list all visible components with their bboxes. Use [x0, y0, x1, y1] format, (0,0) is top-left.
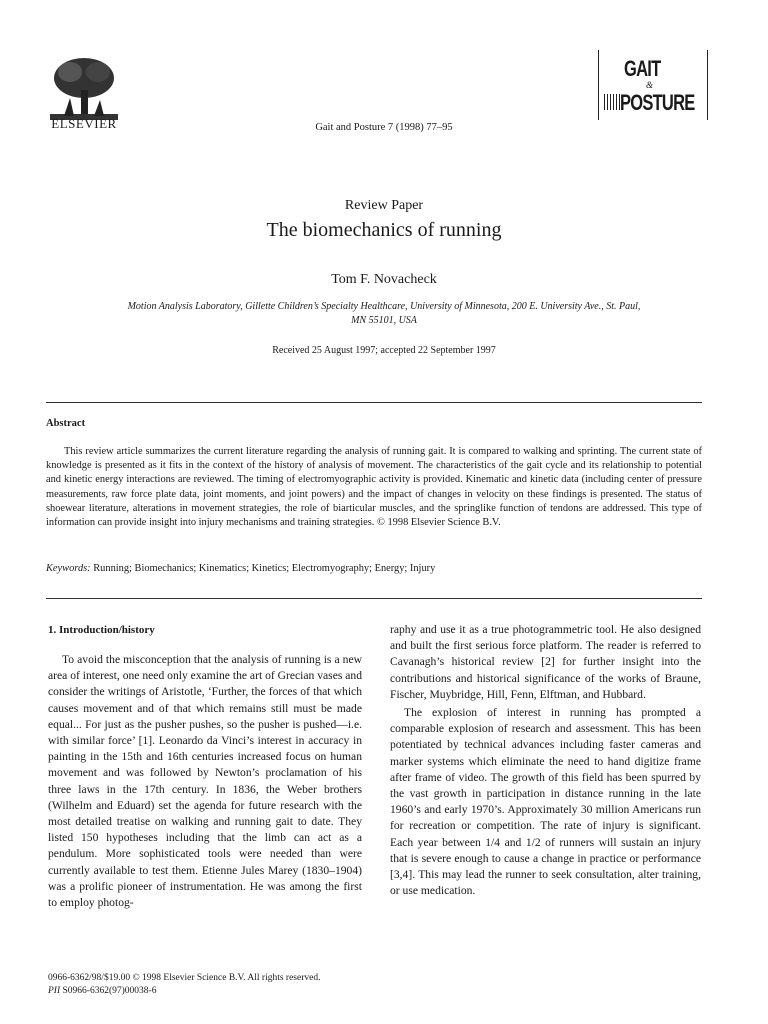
- received-dates: Received 25 August 1997; accepted 22 September 1997: [272, 345, 496, 356]
- journal-logo-word1: GAIT: [624, 56, 661, 81]
- body-right-column: [390, 622, 701, 899]
- paper-title: The biomechanics of running: [266, 219, 502, 241]
- journal-logo-bars: [604, 94, 620, 110]
- footer: [48, 972, 320, 998]
- divider-bottom: [46, 598, 702, 599]
- author-affiliation: [84, 300, 684, 328]
- paper-type: Review Paper: [344, 198, 424, 213]
- journal-reference: Gait and Posture 7 (1998) 77–95: [315, 122, 453, 133]
- footer-copyright: 0966-6362/98/$19.00 © 1998 Elsevier Science B.V. All rights reserved.: [48, 973, 321, 983]
- body-right-paragraph-2: The explosion of interest in running has prompted a comparable explosion of research and assessment. This has been potentiated by technical advances including faster cameras and marker systems which eliminate the need to hand digitize frame after frame of video. The growth of this field has been spurred by the vast growth in participation in distance running in the late 1960’s and early 1970’s. Approximately 30 million Americans run for recreation or competition. The rate of injury is significant. Each year between 1/4 and 1/2 of runners will sustain an injury that is severe enough to cause a change in practice or performance [3,4]. This may lead the runner to seek consultation, alter training, or use medication.: [390, 706, 701, 898]
- journal-logo-word2: POSTURE: [620, 90, 695, 115]
- abstract-text: This review article summarizes the current literature regarding the analysis of running gait. It is compared to walking and sprinting. The current state of knowledge is presented as it fits in the context of the history of analysis of movement. The characteristics of the gait cycle and its relationship to potential and kinetic energy interactions are reviewed. The timing of electromyographic activity is provided. Kinematic and kinetic data (including center of pressure measurements, raw force plate data, joint moments, and joint powers) and the impact of changes in velocity on these findings is presented. The status of shoewear literature, alterations in movement strategies, the role of biarticular muscles, and the springlike function of tendons are addressed. This type of information can provide insight into injury mechanisms and training strategies. © 1998 Elsevier Science B.V.: [46, 446, 702, 529]
- keywords-list: Running; Biomechanics; Kinematics; Kinetics; Electromyography; Energy; Injury: [93, 563, 436, 574]
- abstract-heading: Abstract: [46, 418, 86, 429]
- affiliation-line2: MN 55101, USA: [351, 315, 417, 326]
- journal-logo-connector: &: [646, 80, 654, 90]
- author-name: Tom F. Novacheck: [331, 272, 437, 287]
- journal-logo: [598, 50, 708, 122]
- publisher-name: ELSEVIER: [51, 116, 117, 131]
- pii-value: S0966-6362(97)00038-6: [62, 986, 157, 996]
- keywords: [46, 563, 435, 574]
- pii-label: PII: [48, 986, 61, 996]
- affiliation-line1: Motion Analysis Laboratory, Gillette Children’s Specialty Healthcare, University of Minnesota, 200 E. University Ave., St. Paul,: [127, 301, 641, 312]
- body-left-column: To avoid the misconception that the analysis of running is a new area of interest, one need only examine the art of Grecian vases and consider the writings of Aristotle, ‘Further, the forces of that which causes movement and of that which remains still must be made equal... For just as the pusher pushes, so the pusher is pushed—i.e. with similar force’ [1]. Leonardo da Vinci’s interest in accuracy in painting in the 15th and 16th centuries increased focus on human movement and was followed by Newton’s proclamation of his three laws in the 17th century. In 1836, the Weber brothers (Wilhelm and Eduard) set the agenda for future research with the most detailed treatise on walking and running gait to date. They listed 150 hypotheses including that the limb can act as a pendulum. More sophisticated tools were needed than were currently available to test them. Etienne Jules Marey (1830–1904) was a prolific pioneer of instrumentation. He was among the first to employ photog-: [48, 653, 362, 910]
- divider-top: [46, 402, 702, 403]
- footer-pii: [48, 985, 320, 998]
- section-heading: 1. Introduction/history: [48, 624, 155, 636]
- keywords-label: Keywords:: [46, 563, 91, 574]
- body-right-paragraph-1: raphy and use it as a true photogrammetric tool. He also designed and built the first serious force platform. The reader is referred to Cavanagh’s historical review [2] for further insight into the contributions and historical significance of the works of Braune, Fischer, Muybridge, Hill, Fenn, Elftman, and Hubbard.: [390, 623, 701, 701]
